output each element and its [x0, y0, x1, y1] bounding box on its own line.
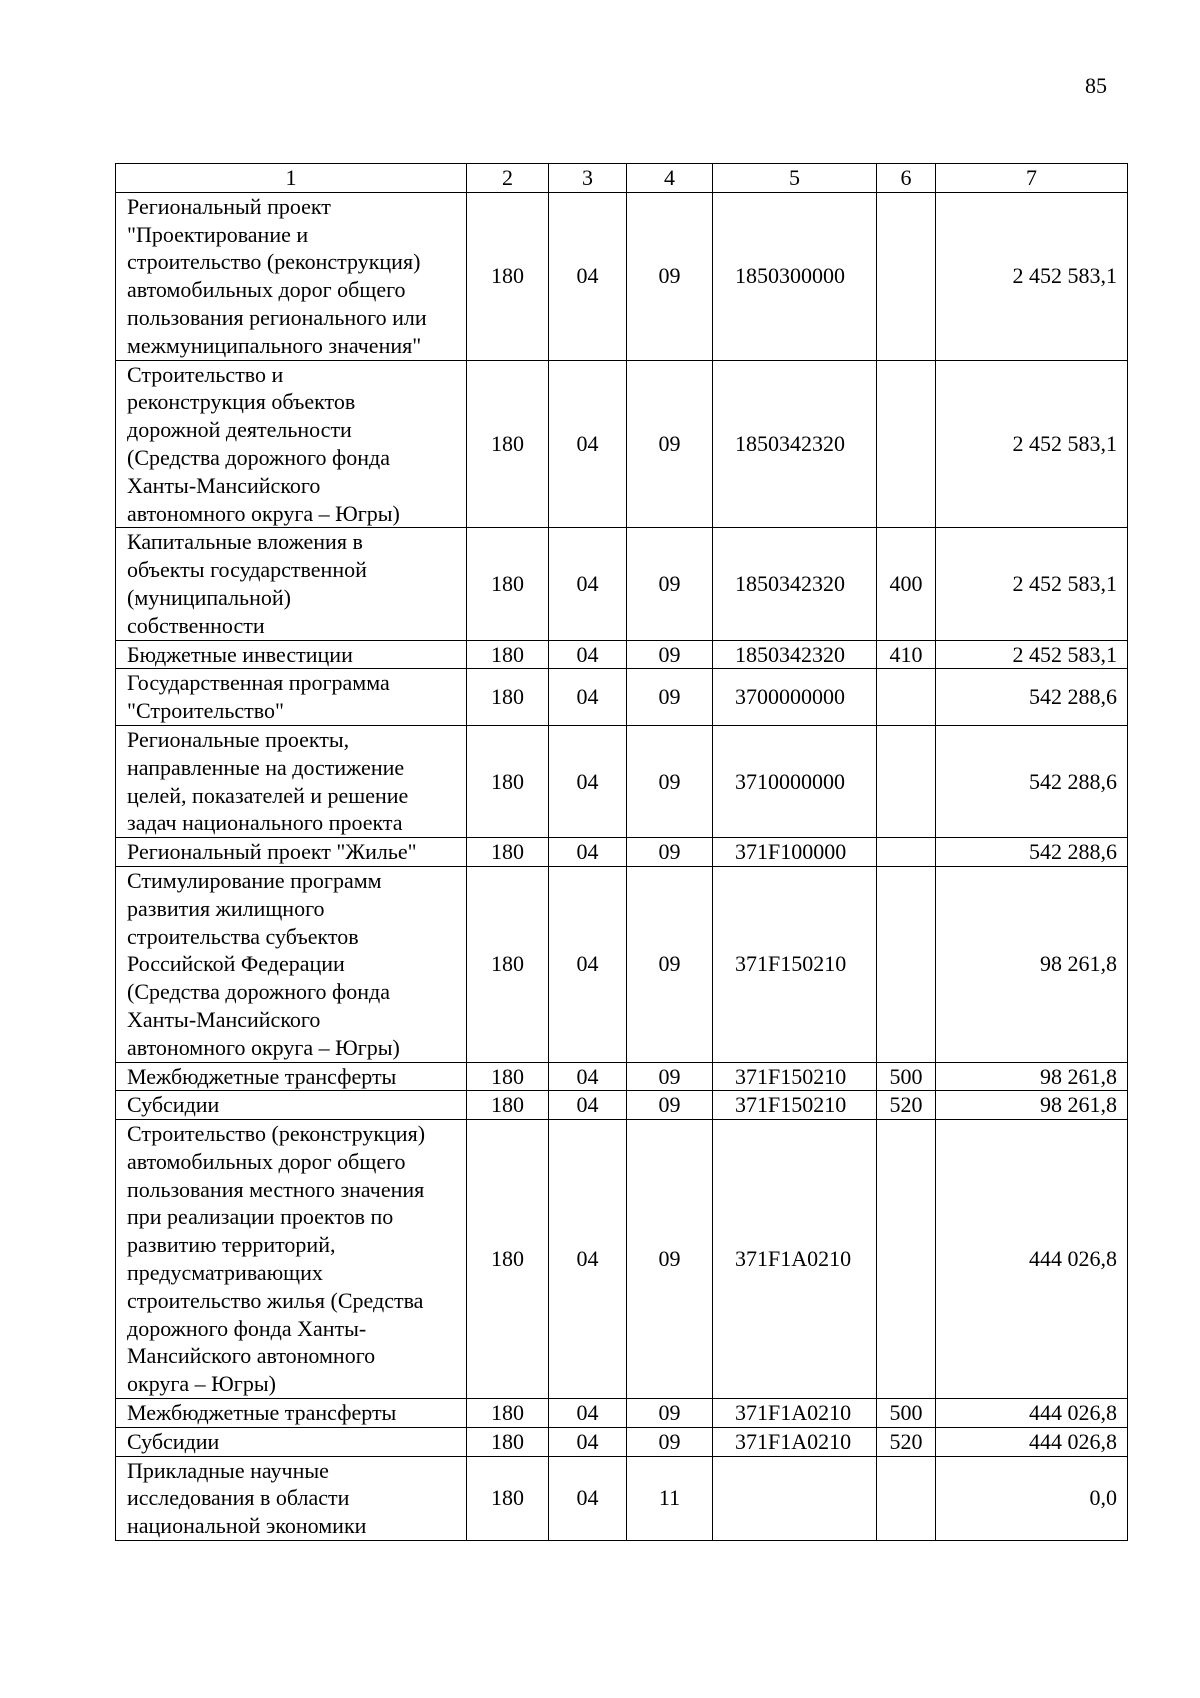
header-cell-6: 6 — [877, 164, 936, 193]
cell-amount: 2 452 583,1 — [936, 192, 1128, 360]
cell-code-3: 04 — [549, 1456, 627, 1540]
header-cell-4: 4 — [627, 164, 713, 193]
cell-name: Региональный проект "Жилье" — [116, 838, 467, 867]
cell-code-5 — [713, 1456, 877, 1540]
table-row — [116, 1062, 1128, 1091]
table-row — [116, 192, 1128, 360]
cell-code-2: 180 — [467, 1456, 549, 1540]
cell-amount: 98 261,8 — [936, 1062, 1128, 1091]
header-cell-5: 5 — [713, 164, 877, 193]
cell-amount: 2 452 583,1 — [936, 360, 1128, 528]
cell-code-3: 04 — [549, 1120, 627, 1399]
cell-code-3: 04 — [549, 192, 627, 360]
cell-code-6 — [877, 838, 936, 867]
cell-code-2: 180 — [467, 1120, 549, 1399]
cell-code-4: 09 — [627, 1062, 713, 1091]
cell-code-2: 180 — [467, 1427, 549, 1456]
cell-amount: 2 452 583,1 — [936, 528, 1128, 640]
cell-code-2: 180 — [467, 866, 549, 1062]
cell-code-6 — [877, 360, 936, 528]
table-row — [116, 1427, 1128, 1456]
table-row — [116, 640, 1128, 669]
cell-code-3: 04 — [549, 528, 627, 640]
cell-code-6: 400 — [877, 528, 936, 640]
table-row — [116, 725, 1128, 837]
cell-code-6 — [877, 192, 936, 360]
page-number: 85 — [1085, 73, 1107, 98]
cell-code-2: 180 — [467, 838, 549, 867]
cell-code-2: 180 — [467, 725, 549, 837]
cell-code-5: 371F150210 — [713, 1062, 877, 1091]
cell-amount: 2 452 583,1 — [936, 640, 1128, 669]
header-cell-3: 3 — [549, 164, 627, 193]
cell-code-4: 09 — [627, 725, 713, 837]
cell-code-5: 3700000000 — [713, 669, 877, 726]
table-row — [116, 669, 1128, 726]
header-cell-7: 7 — [936, 164, 1128, 193]
cell-code-3: 04 — [549, 640, 627, 669]
table-row — [116, 528, 1128, 640]
cell-code-5: 1850342320 — [713, 640, 877, 669]
cell-code-3: 04 — [549, 1399, 627, 1428]
cell-code-3: 04 — [549, 838, 627, 867]
cell-code-2: 180 — [467, 669, 549, 726]
table-row — [116, 866, 1128, 1062]
cell-code-6 — [877, 1120, 936, 1399]
cell-amount: 0,0 — [936, 1456, 1128, 1540]
cell-code-3: 04 — [549, 669, 627, 726]
cell-name: Государственная программа "Строительство" — [116, 669, 467, 726]
cell-code-4: 09 — [627, 1091, 713, 1120]
cell-name: Субсидии — [116, 1427, 467, 1456]
cell-amount: 444 026,8 — [936, 1427, 1128, 1456]
cell-name: Региональные проекты, направленные на достижение целей, показателей и решение задач национального проекта — [116, 725, 467, 837]
cell-code-4: 11 — [627, 1456, 713, 1540]
cell-amount: 542 288,6 — [936, 669, 1128, 726]
cell-code-3: 04 — [549, 1091, 627, 1120]
cell-code-3: 04 — [549, 360, 627, 528]
cell-code-5: 371F100000 — [713, 838, 877, 867]
cell-code-4: 09 — [627, 866, 713, 1062]
cell-code-6: 500 — [877, 1399, 936, 1428]
cell-code-5: 1850342320 — [713, 528, 877, 640]
cell-code-2: 180 — [467, 360, 549, 528]
cell-code-2: 180 — [467, 1062, 549, 1091]
cell-code-4: 09 — [627, 192, 713, 360]
cell-code-5: 3710000000 — [713, 725, 877, 837]
cell-code-6 — [877, 866, 936, 1062]
cell-name: Межбюджетные трансферты — [116, 1399, 467, 1428]
header-cell-2: 2 — [467, 164, 549, 193]
cell-amount: 444 026,8 — [936, 1120, 1128, 1399]
cell-code-4: 09 — [627, 1399, 713, 1428]
cell-code-6: 520 — [877, 1427, 936, 1456]
budget-table — [115, 163, 1128, 1541]
cell-code-4: 09 — [627, 360, 713, 528]
cell-code-6 — [877, 669, 936, 726]
cell-code-5: 371F150210 — [713, 1091, 877, 1120]
cell-code-6: 410 — [877, 640, 936, 669]
cell-code-5: 371F1A0210 — [713, 1399, 877, 1428]
table-row — [116, 1456, 1128, 1540]
cell-code-5: 1850342320 — [713, 360, 877, 528]
cell-amount: 444 026,8 — [936, 1399, 1128, 1428]
cell-name: Капитальные вложения в объекты государственной (муниципальной) собственности — [116, 528, 467, 640]
cell-code-3: 04 — [549, 725, 627, 837]
cell-code-6: 520 — [877, 1091, 936, 1120]
cell-code-5: 371F150210 — [713, 866, 877, 1062]
cell-code-6: 500 — [877, 1062, 936, 1091]
cell-amount: 542 288,6 — [936, 838, 1128, 867]
cell-name: Субсидии — [116, 1091, 467, 1120]
cell-code-4: 09 — [627, 528, 713, 640]
table-row — [116, 1399, 1128, 1428]
cell-amount: 98 261,8 — [936, 866, 1128, 1062]
cell-code-3: 04 — [549, 1427, 627, 1456]
header-cell-1: 1 — [116, 164, 467, 193]
cell-amount: 542 288,6 — [936, 725, 1128, 837]
cell-code-6 — [877, 1456, 936, 1540]
cell-name: Строительство (реконструкция) автомобильных дорог общего пользования местного значения при реализации проектов по развитию территорий, предусматривающих строительство жилья (Средства дорожного фонда Ханты- Мансийского автономного округа – Югры) — [116, 1120, 467, 1399]
cell-code-4: 09 — [627, 640, 713, 669]
cell-code-4: 09 — [627, 1427, 713, 1456]
cell-code-2: 180 — [467, 192, 549, 360]
cell-name: Строительство и реконструкция объектов дорожной деятельности (Средства дорожного фонда Ханты-Мансийского автономного округа – Югры) — [116, 360, 467, 528]
cell-code-4: 09 — [627, 669, 713, 726]
cell-name: Региональный проект "Проектирование и строительство (реконструкция) автомобильных дорог общего пользования регионального или межмуниципального значения" — [116, 192, 467, 360]
cell-code-4: 09 — [627, 1120, 713, 1399]
cell-code-5: 1850300000 — [713, 192, 877, 360]
cell-name: Стимулирование программ развития жилищного строительства субъектов Российской Федерации (Средства дорожного фонда Ханты-Мансийского автономного округа – Югры) — [116, 866, 467, 1062]
table-row — [116, 1091, 1128, 1120]
cell-code-4: 09 — [627, 838, 713, 867]
table-body — [116, 164, 1128, 1541]
table-row — [116, 838, 1128, 867]
cell-code-3: 04 — [549, 1062, 627, 1091]
table-row — [116, 1120, 1128, 1399]
cell-code-5: 371F1A0210 — [713, 1427, 877, 1456]
cell-name: Межбюджетные трансферты — [116, 1062, 467, 1091]
table-header-row — [116, 164, 1128, 193]
cell-amount: 98 261,8 — [936, 1091, 1128, 1120]
cell-code-2: 180 — [467, 1399, 549, 1428]
cell-code-2: 180 — [467, 528, 549, 640]
cell-code-5: 371F1A0210 — [713, 1120, 877, 1399]
cell-name: Прикладные научные исследования в области национальной экономики — [116, 1456, 467, 1540]
table-row — [116, 360, 1128, 528]
cell-code-2: 180 — [467, 640, 549, 669]
cell-name: Бюджетные инвестиции — [116, 640, 467, 669]
cell-code-3: 04 — [549, 866, 627, 1062]
cell-code-2: 180 — [467, 1091, 549, 1120]
cell-code-6 — [877, 725, 936, 837]
